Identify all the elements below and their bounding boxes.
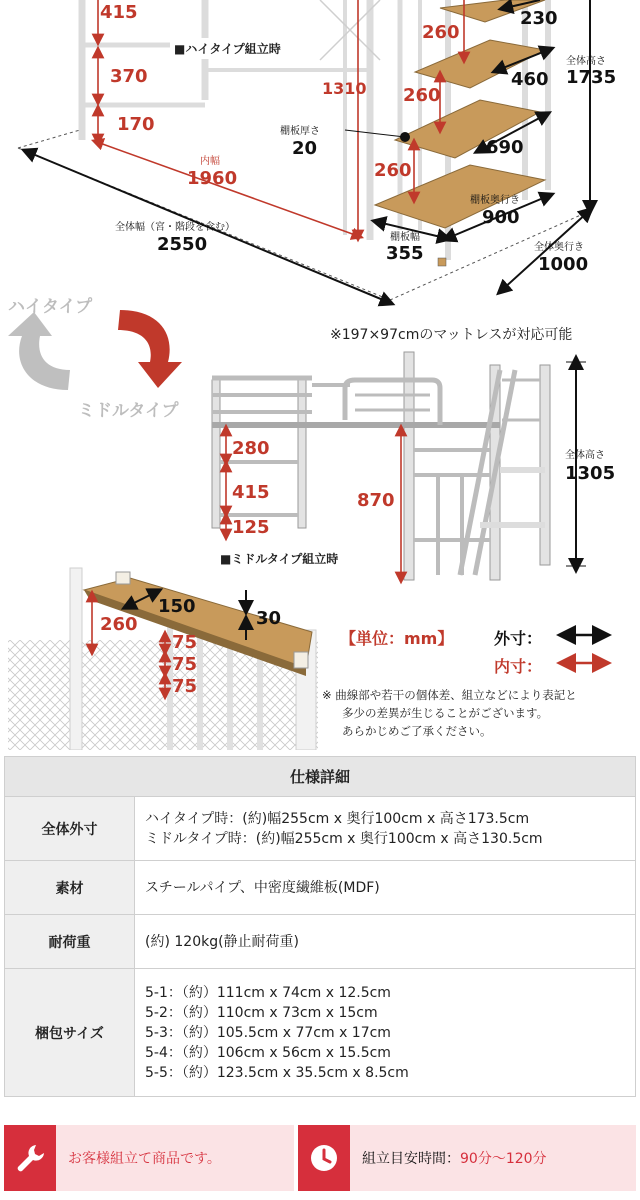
spec-key: 梱包サイズ xyxy=(5,969,135,1097)
spec-row xyxy=(5,861,636,915)
spec-value-line: 5-5：（約）123.5cm x 35.5cm x 8.5cm xyxy=(145,1064,409,1081)
spec-title: 仕様詳細 xyxy=(5,757,636,797)
dim-460: 460 xyxy=(511,69,549,90)
disclaimer xyxy=(322,686,577,740)
dim-125: 125 xyxy=(232,517,270,538)
dim-150: 150 xyxy=(158,596,196,617)
spec-value-line: 5-1：（約）111cm x 74cm x 12.5cm xyxy=(145,984,391,1001)
dim-690: 690 xyxy=(486,137,524,158)
high-type-caption: ■ハイタイプ組立時 xyxy=(170,38,285,59)
label-middle-type: ミドルタイプ xyxy=(78,401,179,421)
dim-30: 30 xyxy=(256,608,282,629)
spec-value-line: ハイタイプ時：(約)幅255cm x 奥行100cm x 高さ173.5cm xyxy=(145,810,530,827)
dim-230: 230 xyxy=(520,8,558,29)
legend-inner: 内寸： xyxy=(494,657,543,676)
dim-260-headboard: 260 xyxy=(100,614,138,635)
disclaimer-line: 多少の差異が生じることがございます。 xyxy=(342,706,549,720)
dim-75-c: 75 xyxy=(172,676,198,697)
dim-415-middle: 415 xyxy=(232,482,270,503)
dim-170: 170 xyxy=(117,114,155,135)
assembly-time-label: 組立目安時間： xyxy=(362,1151,460,1167)
assembly-time-text xyxy=(350,1125,636,1191)
clock-icon xyxy=(298,1125,350,1191)
dim-1305: 1305 xyxy=(565,463,616,484)
middle-bed-frame xyxy=(212,352,550,580)
dim-370: 370 xyxy=(110,66,148,87)
dim-2550: 2550 xyxy=(157,234,208,255)
dim-355: 355 xyxy=(386,243,424,264)
dim-20: 20 xyxy=(292,138,318,159)
spec-row xyxy=(5,797,636,861)
assembly-text: お客様組立て商品です。 xyxy=(56,1125,294,1191)
label-total-height-middle: 全体高さ xyxy=(565,450,605,461)
spec-key: 耐荷重 xyxy=(5,915,135,969)
label-total-depth: 全体奥行き xyxy=(534,242,584,253)
dim-1310: 1310 xyxy=(322,79,367,98)
footer-bar xyxy=(4,1125,636,1191)
spec-value-line: (約) 120kg(静止耐荷重) xyxy=(145,933,300,950)
unit-label: 【単位：mm】 xyxy=(340,629,454,648)
legend-outer: 外寸： xyxy=(494,629,543,648)
label-shelf-thickness: 棚板厚さ xyxy=(280,126,320,137)
dim-75-a: 75 xyxy=(172,632,198,653)
dim-1960: 1960 xyxy=(187,168,238,189)
spec-row xyxy=(5,915,636,969)
dim-870: 870 xyxy=(357,490,395,511)
spec-key: 素材 xyxy=(5,861,135,915)
switch-arrows xyxy=(8,310,182,390)
dim-280: 280 xyxy=(232,438,270,459)
assembly-notice xyxy=(4,1125,294,1191)
dim-415-high: 415 xyxy=(100,2,138,23)
label-high-type: ハイタイプ xyxy=(8,297,93,317)
dim-260-top: 260 xyxy=(422,22,460,43)
dim-75-b: 75 xyxy=(172,654,198,675)
spec-value-line: 5-2：（約）110cm x 73cm x 15cm xyxy=(145,1004,378,1021)
spec-value xyxy=(135,969,636,1097)
spec-value xyxy=(135,915,636,969)
spec-row xyxy=(5,969,636,1097)
disclaimer-line: ※ 曲線部や若干の個体差、組立などにより表記と xyxy=(322,688,577,702)
spec-key: 全体外寸 xyxy=(5,797,135,861)
spec-value-line: 5-4：（約）106cm x 56cm x 15.5cm xyxy=(145,1044,391,1061)
spec-value-line: スチールパイプ、中密度繊維板(MDF) xyxy=(145,879,380,896)
label-shelf-width: 棚板幅 xyxy=(390,232,420,243)
wrench-icon xyxy=(4,1125,56,1191)
spec-value-line: ミドルタイプ時：(約)幅255cm x 奥行100cm x 高さ130.5cm xyxy=(145,830,543,847)
dim-260-mid: 260 xyxy=(403,85,441,106)
label-total-height-high: 全体高さ xyxy=(566,56,606,67)
label-shelf-depth: 棚板奥行き xyxy=(470,195,520,206)
spec-value xyxy=(135,861,636,915)
middle-type-caption: ■ミドルタイプ組立時 xyxy=(216,548,342,569)
label-total-width: 全体幅（宮・階段を含む） xyxy=(115,222,235,233)
assembly-time xyxy=(298,1125,636,1191)
mattress-note: ※197×97cmのマットレスが対応可能 xyxy=(330,327,573,343)
dim-1735: 1735 xyxy=(566,67,617,88)
spec-title-row xyxy=(5,757,636,797)
spec-value-line: 5-3：（約）105.5cm x 77cm x 17cm xyxy=(145,1024,391,1041)
label-inner-width: 内幅 xyxy=(200,156,220,167)
spec-table xyxy=(4,756,636,1097)
dim-900: 900 xyxy=(482,207,520,228)
dim-260-low: 260 xyxy=(374,160,412,181)
assembly-time-value: 90分〜120分 xyxy=(460,1151,547,1167)
dim-1000: 1000 xyxy=(538,254,589,275)
legend-arrows xyxy=(566,635,602,663)
spec-value xyxy=(135,797,636,861)
disclaimer-line: あらかじめご了承ください。 xyxy=(342,724,492,738)
